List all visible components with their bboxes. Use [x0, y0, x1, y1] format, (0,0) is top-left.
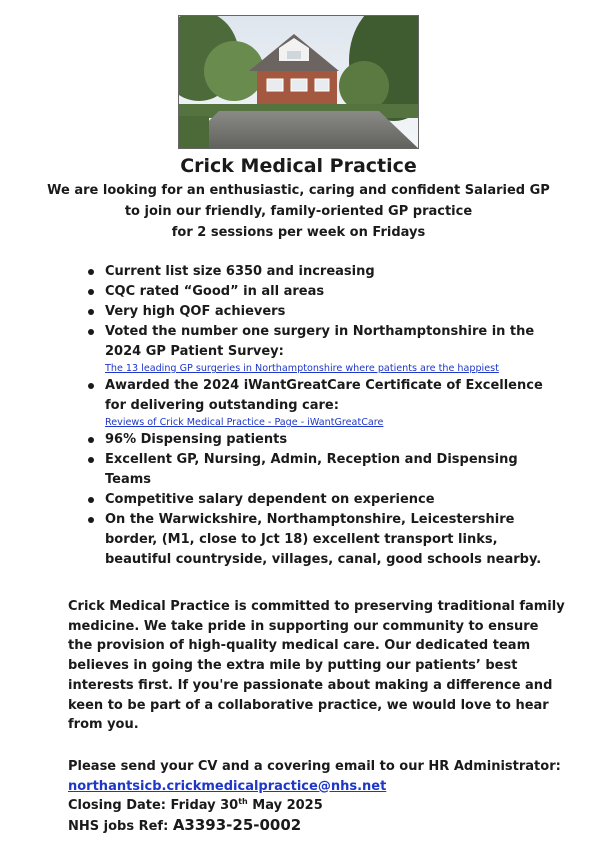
description-line: believes in going the extra mile by putting our patients’ best	[68, 658, 518, 674]
ref-label: NHS jobs Ref:	[68, 818, 173, 834]
list-item-text: Awarded the 2024 iWantGreatCare Certificate of Excellence	[105, 378, 543, 393]
bullet-icon	[88, 329, 94, 335]
list-item-text: border, (M1, close to Jct 18) excellent transport links,	[105, 532, 498, 547]
list-item-text: 2024 GP Patient Survey:	[105, 344, 284, 359]
list-item	[86, 322, 556, 376]
list-item-text: Voted the number one surgery in Northamptonshire in the	[105, 324, 535, 339]
list-item-text: for delivering outstanding care:	[105, 398, 339, 413]
closing-date-suffix: May 2025	[247, 798, 323, 813]
description-line: medicine. We take pride in supporting our community to ensure	[68, 618, 539, 634]
page-title: Crick Medical Practice	[180, 155, 417, 177]
practice-description	[68, 597, 568, 735]
intro-line: to join our friendly, family-oriented GP practice	[124, 204, 473, 219]
description-line: keen to be part of a collaborative practice, we would love to hear	[68, 697, 549, 713]
description-line: Crick Medical Practice is committed to preserving traditional family	[68, 599, 565, 614]
list-item-text: Competitive salary dependent on experience	[105, 492, 435, 507]
practice-building-photo	[178, 15, 419, 149]
list-item-text: Current list size 6350 and increasing	[105, 264, 375, 279]
list-item	[86, 262, 556, 282]
list-item	[86, 490, 556, 510]
list-item	[86, 302, 556, 322]
iwantgreatcare-reviews-link[interactable]: Reviews of Crick Medical Practice - Page - iWantGreatCare	[105, 417, 384, 428]
patient-survey-link[interactable]: The 13 leading GP surgeries in Northamptonshire where patients are the happiest	[105, 363, 499, 374]
closing-date-prefix: Closing Date: Friday 30	[68, 798, 239, 813]
list-item-text: On the Warwickshire, Northamptonshire, Leicestershire	[105, 512, 515, 527]
bullet-icon	[88, 457, 94, 463]
send-cv-instruction: Please send your CV and a covering email to our HR Administrator:	[68, 759, 561, 774]
description-line: the provision of high-quality medical care. Our dedicated team	[68, 638, 531, 654]
contact-section	[68, 757, 568, 836]
list-item-text: Excellent GP, Nursing, Admin, Reception and Dispensing	[105, 452, 518, 467]
list-item	[86, 430, 556, 450]
bullet-icon	[88, 269, 94, 275]
bullet-icon	[88, 309, 94, 315]
bullet-icon	[88, 517, 94, 523]
description-line: from you.	[68, 717, 139, 733]
bullet-icon	[88, 497, 94, 503]
description-line: interests first. If you're passionate about making a difference and	[68, 677, 553, 693]
bullet-icon	[88, 289, 94, 295]
intro-line: We are looking for an enthusiastic, caring and confident Salaried GP	[47, 183, 550, 198]
list-item	[86, 282, 556, 302]
closing-date	[68, 796, 568, 816]
list-item	[86, 376, 556, 430]
nhs-jobs-ref	[68, 816, 568, 837]
intro-text	[0, 180, 597, 243]
list-item-text: CQC rated “Good” in all areas	[105, 284, 325, 299]
hr-email-link[interactable]: northantsicb.crickmedicalpractice@nhs.net	[68, 778, 387, 794]
intro-line: for 2 sessions per week on Fridays	[171, 225, 426, 240]
ref-value: A3393-25-0002	[172, 815, 302, 834]
benefits-list	[86, 262, 556, 570]
list-item-text: 96% Dispensing patients	[105, 432, 288, 447]
bullet-icon	[88, 383, 94, 389]
list-item-text: beautiful countryside, villages, canal, good schools nearby.	[105, 552, 542, 567]
list-item	[86, 510, 556, 570]
list-item-text: Very high QOF achievers	[105, 304, 286, 319]
closing-date-ordinal: th	[238, 797, 248, 806]
bullet-icon	[88, 437, 94, 443]
list-item	[86, 450, 556, 490]
building-image	[179, 16, 419, 149]
list-item-text: Teams	[105, 472, 152, 487]
